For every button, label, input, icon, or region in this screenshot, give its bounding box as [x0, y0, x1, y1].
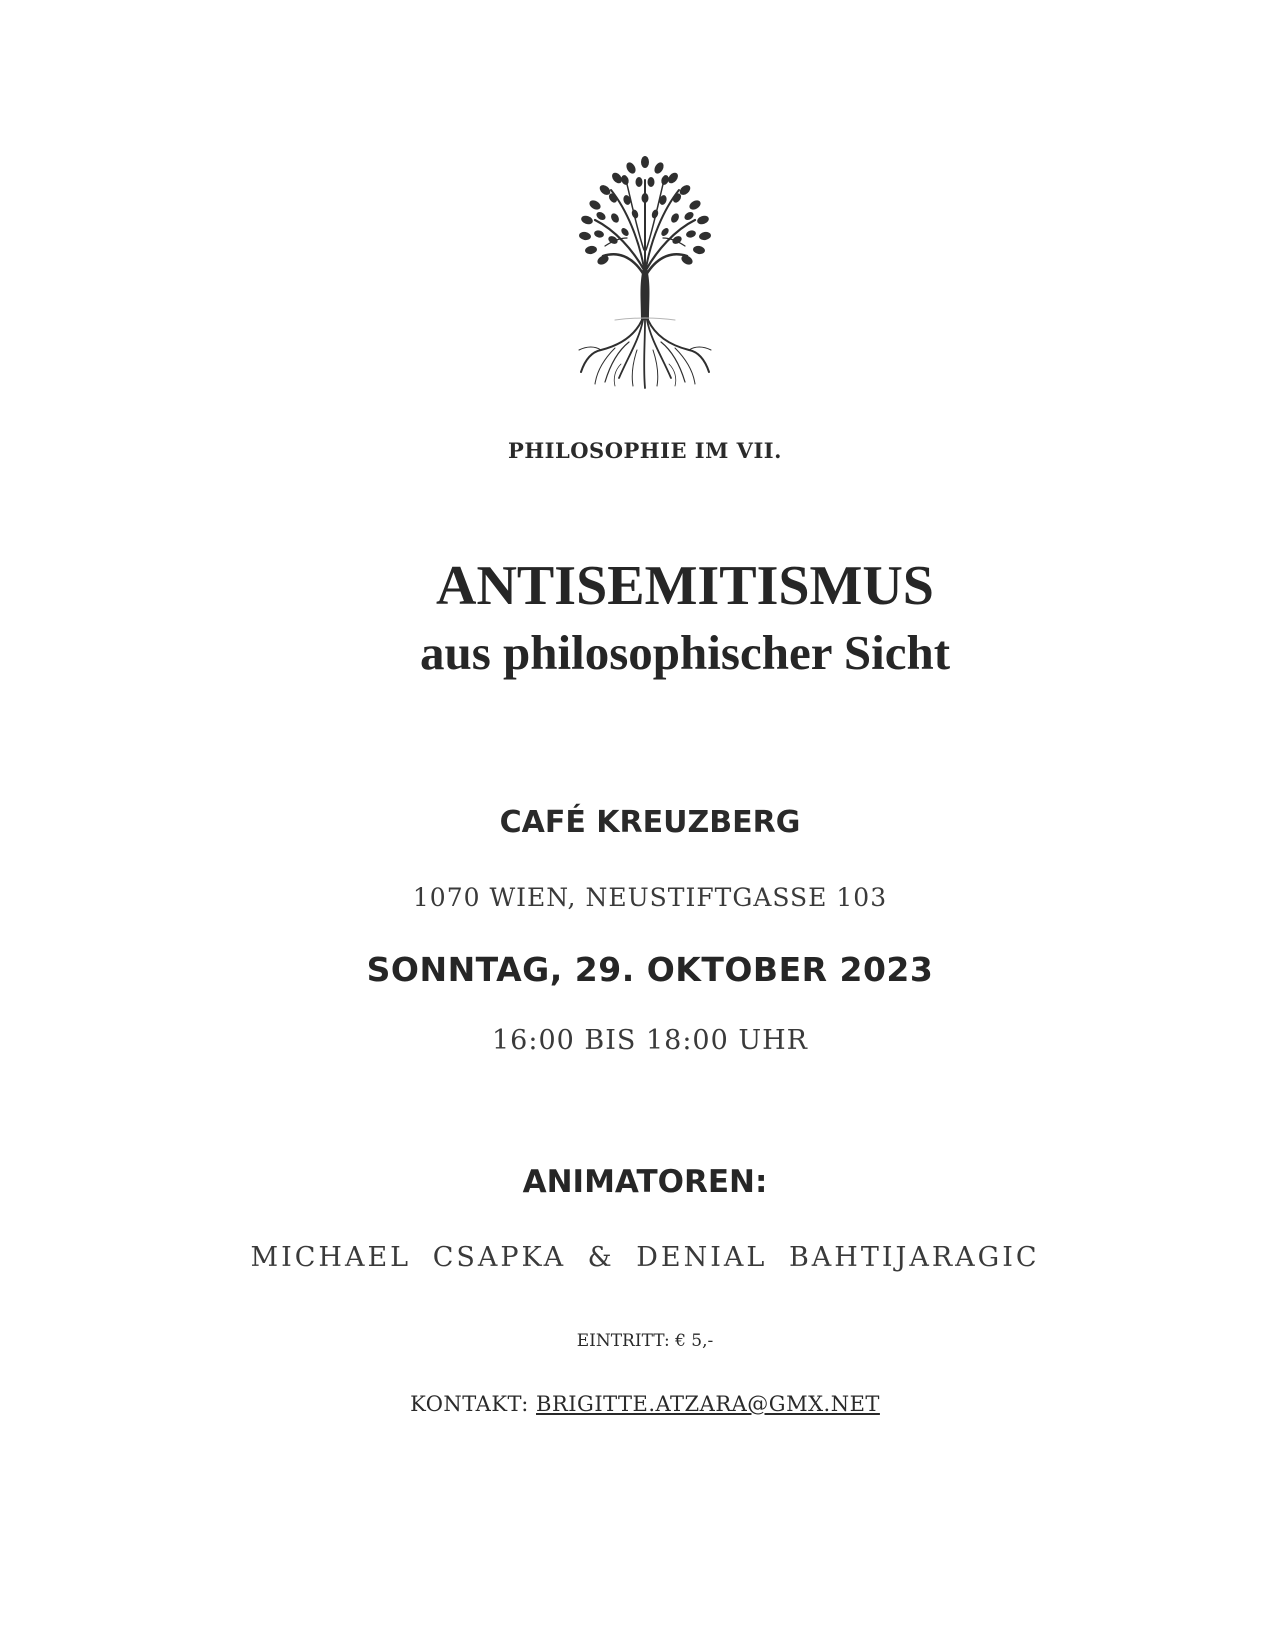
animators-heading: ANIMATOREN:	[522, 1164, 768, 1200]
animators-names: MICHAEL CSAPKA & DENIAL BAHTIJARAGIC	[250, 1242, 1040, 1273]
contact-label: KONTAKT:	[410, 1392, 537, 1416]
event-time: 16:00 BIS 18:00 UHR	[492, 1025, 808, 1056]
venue-address: 1070 WIEN, NEUSTIFTGASSE 103	[412, 883, 888, 912]
series-name: PHILOSOPHIE IM VII.	[508, 438, 782, 463]
event-title: ANTISEMITISMUS	[436, 555, 934, 617]
contact-email-link[interactable]: BRIGITTE.ATZARA@GMX.NET	[536, 1392, 880, 1416]
entry-fee: EINTRITT: € 5,-	[576, 1331, 714, 1351]
venue-name: CAFÉ KREUZBERG	[499, 805, 801, 840]
contact-line	[0, 1392, 1275, 1416]
tree-of-life-icon	[555, 150, 735, 390]
event-date: SONNTAG, 29. OKTOBER 2023	[366, 950, 934, 989]
event-subtitle: aus philosophischer Sicht	[419, 625, 951, 680]
